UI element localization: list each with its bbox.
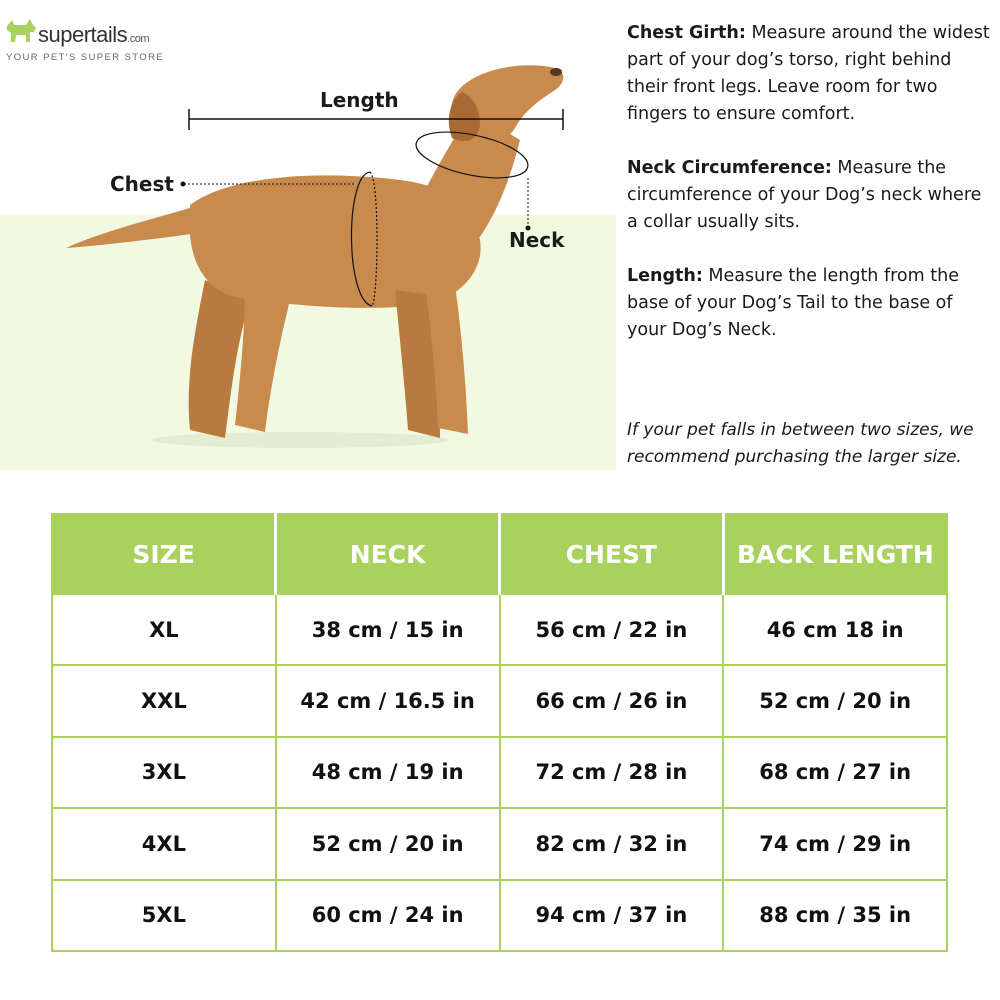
table-row [52, 808, 947, 879]
size-cell: 5XL [52, 880, 276, 951]
chest-cell: 66 cm / 26 in [500, 665, 724, 736]
measurement-instructions [627, 20, 992, 371]
chest-cell: 56 cm / 22 in [500, 594, 724, 665]
neck-circumference-instruction [627, 155, 992, 236]
chest-label: Chest [110, 172, 174, 196]
size-cell: 4XL [52, 808, 276, 879]
table-row [52, 665, 947, 736]
back-length-cell: 68 cm / 27 in [723, 737, 947, 808]
neck-cell: 60 cm / 24 in [276, 880, 500, 951]
table-header-row [52, 514, 947, 594]
chest-cell: 72 cm / 28 in [500, 737, 724, 808]
size-cell: XXL [52, 665, 276, 736]
size-recommendation-note: If your pet falls in between two sizes, we recommend purchasing the larger size. [627, 420, 974, 467]
logo-domain: .com [127, 33, 149, 45]
logo-name: supertails [38, 22, 128, 47]
brand-logo [4, 14, 174, 66]
header-back-length: BACK LENGTH [723, 514, 947, 594]
back-length-cell: 74 cm / 29 in [723, 808, 947, 879]
chest-girth-instruction [627, 20, 992, 128]
neck-cell: 42 cm / 16.5 in [276, 665, 500, 736]
length-instruction [627, 263, 992, 344]
instruction-term: Neck Circumference: [627, 158, 832, 178]
instruction-text: Measure around the widest part of your dog’s torso, right behind their front legs. Leave room for two fingers to ensure comfort. [627, 23, 990, 124]
size-cell: XL [52, 594, 276, 665]
header-neck: NECK [276, 514, 500, 594]
logo-wordmark [38, 22, 149, 48]
chest-cell: 82 cm / 32 in [500, 808, 724, 879]
header-chest: CHEST [500, 514, 724, 594]
neck-cell: 48 cm / 19 in [276, 737, 500, 808]
instruction-text: Measure the length from the base of your Dog’s Tail to the base of your Dog’s Neck. [627, 266, 959, 340]
dog-logo-icon [4, 16, 40, 46]
size-chart-table [51, 513, 948, 952]
table-row [52, 880, 947, 951]
instruction-text: Measure the circumference of your Dog’s neck where a collar usually sits. [627, 158, 982, 232]
dog-measurement-illustration [0, 60, 620, 480]
back-length-cell: 52 cm / 20 in [723, 665, 947, 736]
neck-label: Neck [509, 228, 565, 252]
back-length-cell: 88 cm / 35 in [723, 880, 947, 951]
instruction-term: Length: [627, 266, 703, 286]
header-size: SIZE [52, 514, 276, 594]
neck-cell: 38 cm / 15 in [276, 594, 500, 665]
back-length-cell: 46 cm 18 in [723, 594, 947, 665]
size-cell: 3XL [52, 737, 276, 808]
logo-tagline: YOUR PET'S SUPER STORE [6, 52, 165, 63]
length-label: Length [320, 88, 399, 112]
table-row [52, 737, 947, 808]
table-row [52, 594, 947, 665]
instruction-term: Chest Girth: [627, 23, 746, 43]
chest-cell: 94 cm / 37 in [500, 880, 724, 951]
neck-cell: 52 cm / 20 in [276, 808, 500, 879]
